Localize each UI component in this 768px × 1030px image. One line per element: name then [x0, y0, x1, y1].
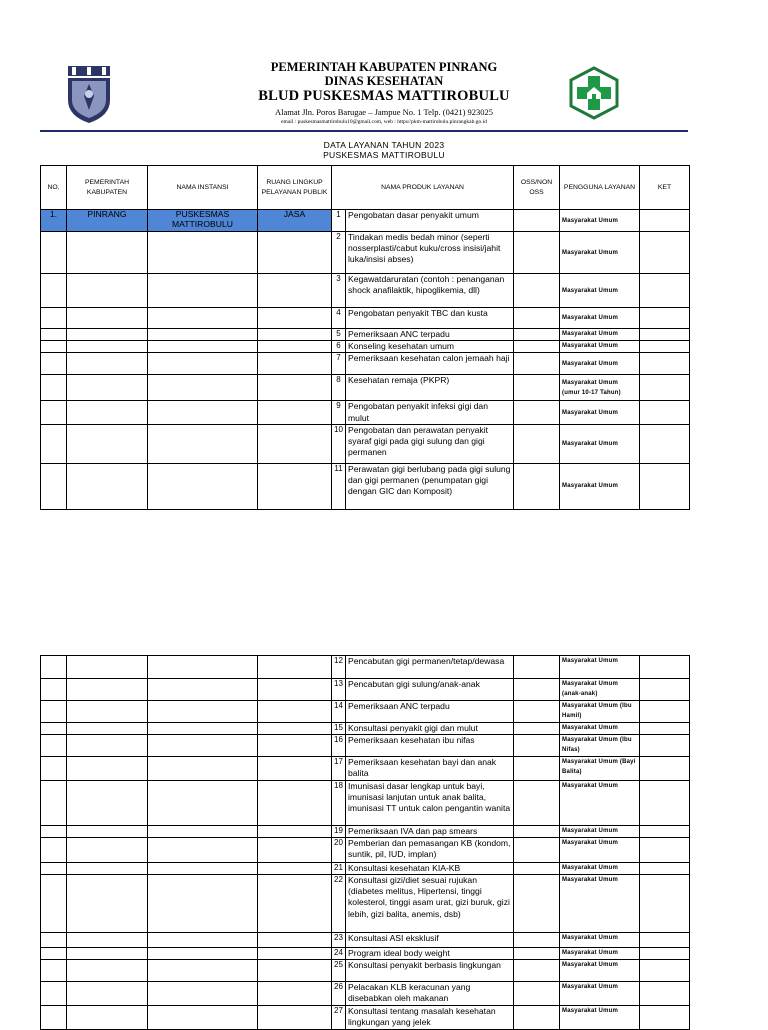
service-number: 18 — [332, 780, 346, 825]
service-user: Masyarakat Umum — [560, 780, 640, 825]
table-row — [41, 463, 690, 509]
table-row — [41, 656, 690, 679]
service-number: 1 — [332, 210, 346, 232]
service-name: Kegawatdaruratan (contoh : penanganan shock anafilaktik, hipoglikemia, dll) — [346, 274, 514, 308]
service-number: 19 — [332, 825, 346, 837]
service-number: 23 — [332, 933, 346, 948]
service-user: Masyarakat Umum — [560, 875, 640, 933]
table-row — [41, 274, 690, 308]
header-produk: NAMA PRODUK LAYANAN — [332, 166, 514, 210]
service-number: 4 — [332, 308, 346, 329]
service-user: Masyarakat Umum — [560, 825, 640, 837]
service-name: Konsultasi penyakit gigi dan mulut — [346, 723, 514, 735]
table-row — [41, 757, 690, 780]
service-user: Masyarakat Umum (anak-anak) — [560, 679, 640, 701]
service-name: Tindakan medis bedah minor (seperti nosserplasti/cabut kuku/cross insisi/jahit luka/insisi abses) — [346, 232, 514, 274]
table-row — [41, 679, 690, 701]
letterhead — [0, 60, 768, 126]
service-name: Konsultasi penyakit berbasis lingkungan — [346, 960, 514, 982]
table-row — [41, 308, 690, 329]
service-number: 14 — [332, 701, 346, 723]
service-number: 7 — [332, 353, 346, 375]
service-number: 10 — [332, 424, 346, 463]
header-instansi: NAMA INSTANSI — [148, 166, 258, 210]
table-row — [41, 1005, 690, 1029]
header-ket: KET — [640, 166, 690, 210]
document-title — [0, 140, 768, 160]
service-number: 26 — [332, 982, 346, 1005]
service-number: 24 — [332, 948, 346, 960]
row-pemerintah-cell: PINRANG — [67, 210, 148, 232]
service-number: 3 — [332, 274, 346, 308]
header-pemerintah: PEMERINTAH KABUPATEN — [67, 166, 148, 210]
table-row — [41, 723, 690, 735]
service-number: 12 — [332, 656, 346, 679]
service-name: Imunisasi dasar lengkap untuk bayi, imunisasi lanjutan untuk anak balita, imunisasi TT untuk calon pengantin wanita — [346, 780, 514, 825]
header-no: NO. — [41, 166, 67, 210]
service-user: Masyarakat Umum — [560, 656, 640, 679]
service-name: Konsultasi kesehatan KIA-KB — [346, 862, 514, 874]
table-row — [41, 780, 690, 825]
service-name: Pemeriksaan kesehatan bayi dan anak balita — [346, 757, 514, 780]
service-user: Masyarakat Umum — [560, 933, 640, 948]
service-user: Masyarakat Umum — [560, 308, 640, 329]
letterhead-department: DINAS KESEHATAN — [324, 74, 444, 88]
service-user: Masyarakat Umum — [560, 353, 640, 375]
service-user: Masyarakat Umum — [560, 341, 640, 353]
letterhead-email: email : puskesmasmattirobulu10@gmail.com, web : https//pkm-mattirobulu.pinrangkab.go.id — [281, 119, 487, 125]
table-row — [41, 341, 690, 353]
service-user: Masyarakat Umum (umur 10-17 Tahun) — [560, 375, 640, 401]
service-name: Pelacakan KLB keracunan yang disebabkan oleh makanan — [346, 982, 514, 1005]
service-number: 17 — [332, 757, 346, 780]
table-row — [41, 948, 690, 960]
table-row — [41, 982, 690, 1005]
row-ruang-cell: JASA — [258, 210, 332, 232]
service-user: Masyarakat Umum — [560, 982, 640, 1005]
service-name: Pemeriksaan IVA dan pap smears — [346, 825, 514, 837]
service-table-part2 — [40, 655, 690, 1030]
service-user: Masyarakat Umum — [560, 948, 640, 960]
service-name: Program ideal body weight — [346, 948, 514, 960]
oss-cell — [514, 210, 560, 232]
table-row — [41, 210, 690, 232]
table-row — [41, 837, 690, 862]
service-number: 9 — [332, 401, 346, 424]
header-pengguna: PENGGUNA LAYANAN — [560, 166, 640, 210]
service-number: 8 — [332, 375, 346, 401]
service-name: Perawatan gigi berlubang pada gigi sulung dan gigi permanen (penumpatan gigi dengan GIC dan Komposit) — [346, 463, 514, 509]
letterhead-divider — [40, 130, 688, 132]
service-number: 11 — [332, 463, 346, 509]
service-user: Masyarakat Umum — [560, 960, 640, 982]
service-number: 22 — [332, 875, 346, 933]
service-name: Konseling kesehatan umum — [346, 341, 514, 353]
table-row — [41, 375, 690, 401]
service-name: Pengobatan penyakit TBC dan kusta — [346, 308, 514, 329]
table-row — [41, 232, 690, 274]
table-row — [41, 933, 690, 948]
row-no-cell: 1. — [41, 210, 67, 232]
service-name: Konsultasi gizi/diet sesuai rujukan (diabetes melitus, Hipertensi, tinggi kolesterol, tinggi asam urat, gizi buruk, gizi lebih, gizi balita, anemis, dsb) — [346, 875, 514, 933]
puskesmas-cross-logo — [567, 66, 621, 120]
table-row — [41, 960, 690, 982]
table-row — [41, 875, 690, 933]
service-user: Masyarakat Umum — [560, 463, 640, 509]
header-oss: OSS/NON OSS — [514, 166, 560, 210]
service-user: Masyarakat Umum — [560, 329, 640, 341]
service-user: Masyarakat Umum — [560, 232, 640, 274]
service-number: 5 — [332, 329, 346, 341]
table-row — [41, 862, 690, 874]
service-name: Pemberian dan pemasangan KB (kondom, suntik, pil, IUD, implan) — [346, 837, 514, 862]
service-number: 25 — [332, 960, 346, 982]
table-row — [41, 401, 690, 424]
table-row — [41, 701, 690, 723]
service-name: Pencabutan gigi sulung/anak-anak — [346, 679, 514, 701]
service-name: Pengobatan dan perawatan penyakit syaraf gigi pada gigi sulung dan gigi permanen — [346, 424, 514, 463]
service-name: Pencabutan gigi permanen/tetap/dewasa — [346, 656, 514, 679]
service-number: 2 — [332, 232, 346, 274]
service-user: Masyarakat Umum — [560, 723, 640, 735]
service-number: 15 — [332, 723, 346, 735]
letterhead-government: PEMERINTAH KABUPATEN PINRANG — [270, 60, 498, 74]
service-number: 27 — [332, 1005, 346, 1029]
document-title-line2: PUSKESMAS MATTIROBULU — [323, 150, 445, 160]
service-number: 13 — [332, 679, 346, 701]
header-ruang-lingkup: RUANG LINGKUP PELAYANAN PUBLIK — [258, 166, 332, 210]
service-name: Konsultasi ASI eksklusif — [346, 933, 514, 948]
ket-cell — [640, 210, 690, 232]
service-name: Pengobatan penyakit infeksi gigi dan mulut — [346, 401, 514, 424]
service-number: 6 — [332, 341, 346, 353]
service-user: Masyarakat Umum — [560, 424, 640, 463]
service-user: Masyarakat Umum — [560, 274, 640, 308]
row-instansi-cell: PUSKESMAS MATTIROBULU — [148, 210, 258, 232]
table-row — [41, 353, 690, 375]
service-name: Konsultasi tentang masalah kesehatan lingkungan yang jelek — [346, 1005, 514, 1029]
service-user: Masyarakat Umum — [560, 401, 640, 424]
service-name: Pemeriksaan ANC terpadu — [346, 701, 514, 723]
service-name: Kesehatan remaja (PKPR) — [346, 375, 514, 401]
table-row — [41, 825, 690, 837]
service-name: Pemeriksaan ANC terpadu — [346, 329, 514, 341]
service-number: 20 — [332, 837, 346, 862]
service-table-part1 — [40, 165, 690, 510]
letterhead-address: Alamat Jln. Poros Barugae – Jampue No. 1 Telp. (0421) 923025 — [274, 107, 494, 117]
service-user: Masyarakat Umum — [560, 862, 640, 874]
service-user: Masyarakat Umum (Ibu Hamil) — [560, 701, 640, 723]
service-number: 21 — [332, 862, 346, 874]
service-user: Masyarakat Umum — [560, 210, 640, 232]
table-row — [41, 424, 690, 463]
table-row — [41, 735, 690, 757]
letterhead-institution: BLUD PUSKESMAS MATTIROBULU — [258, 88, 510, 104]
service-user: Masyarakat Umum (Bayi Balita) — [560, 757, 640, 780]
service-user: Masyarakat Umum (Ibu Nifas) — [560, 735, 640, 757]
table-row — [41, 329, 690, 341]
service-user: Masyarakat Umum — [560, 1005, 640, 1029]
service-number: 16 — [332, 735, 346, 757]
service-name: Pemeriksaan kesehatan calon jemaah haji — [346, 353, 514, 375]
service-name: Pengobatan dasar penyakit umum — [346, 210, 514, 232]
service-user: Masyarakat Umum — [560, 837, 640, 862]
service-name: Pemeriksaan kesehatan ibu nifas — [346, 735, 514, 757]
document-title-line1: DATA LAYANAN TAHUN 2023 — [323, 140, 445, 150]
